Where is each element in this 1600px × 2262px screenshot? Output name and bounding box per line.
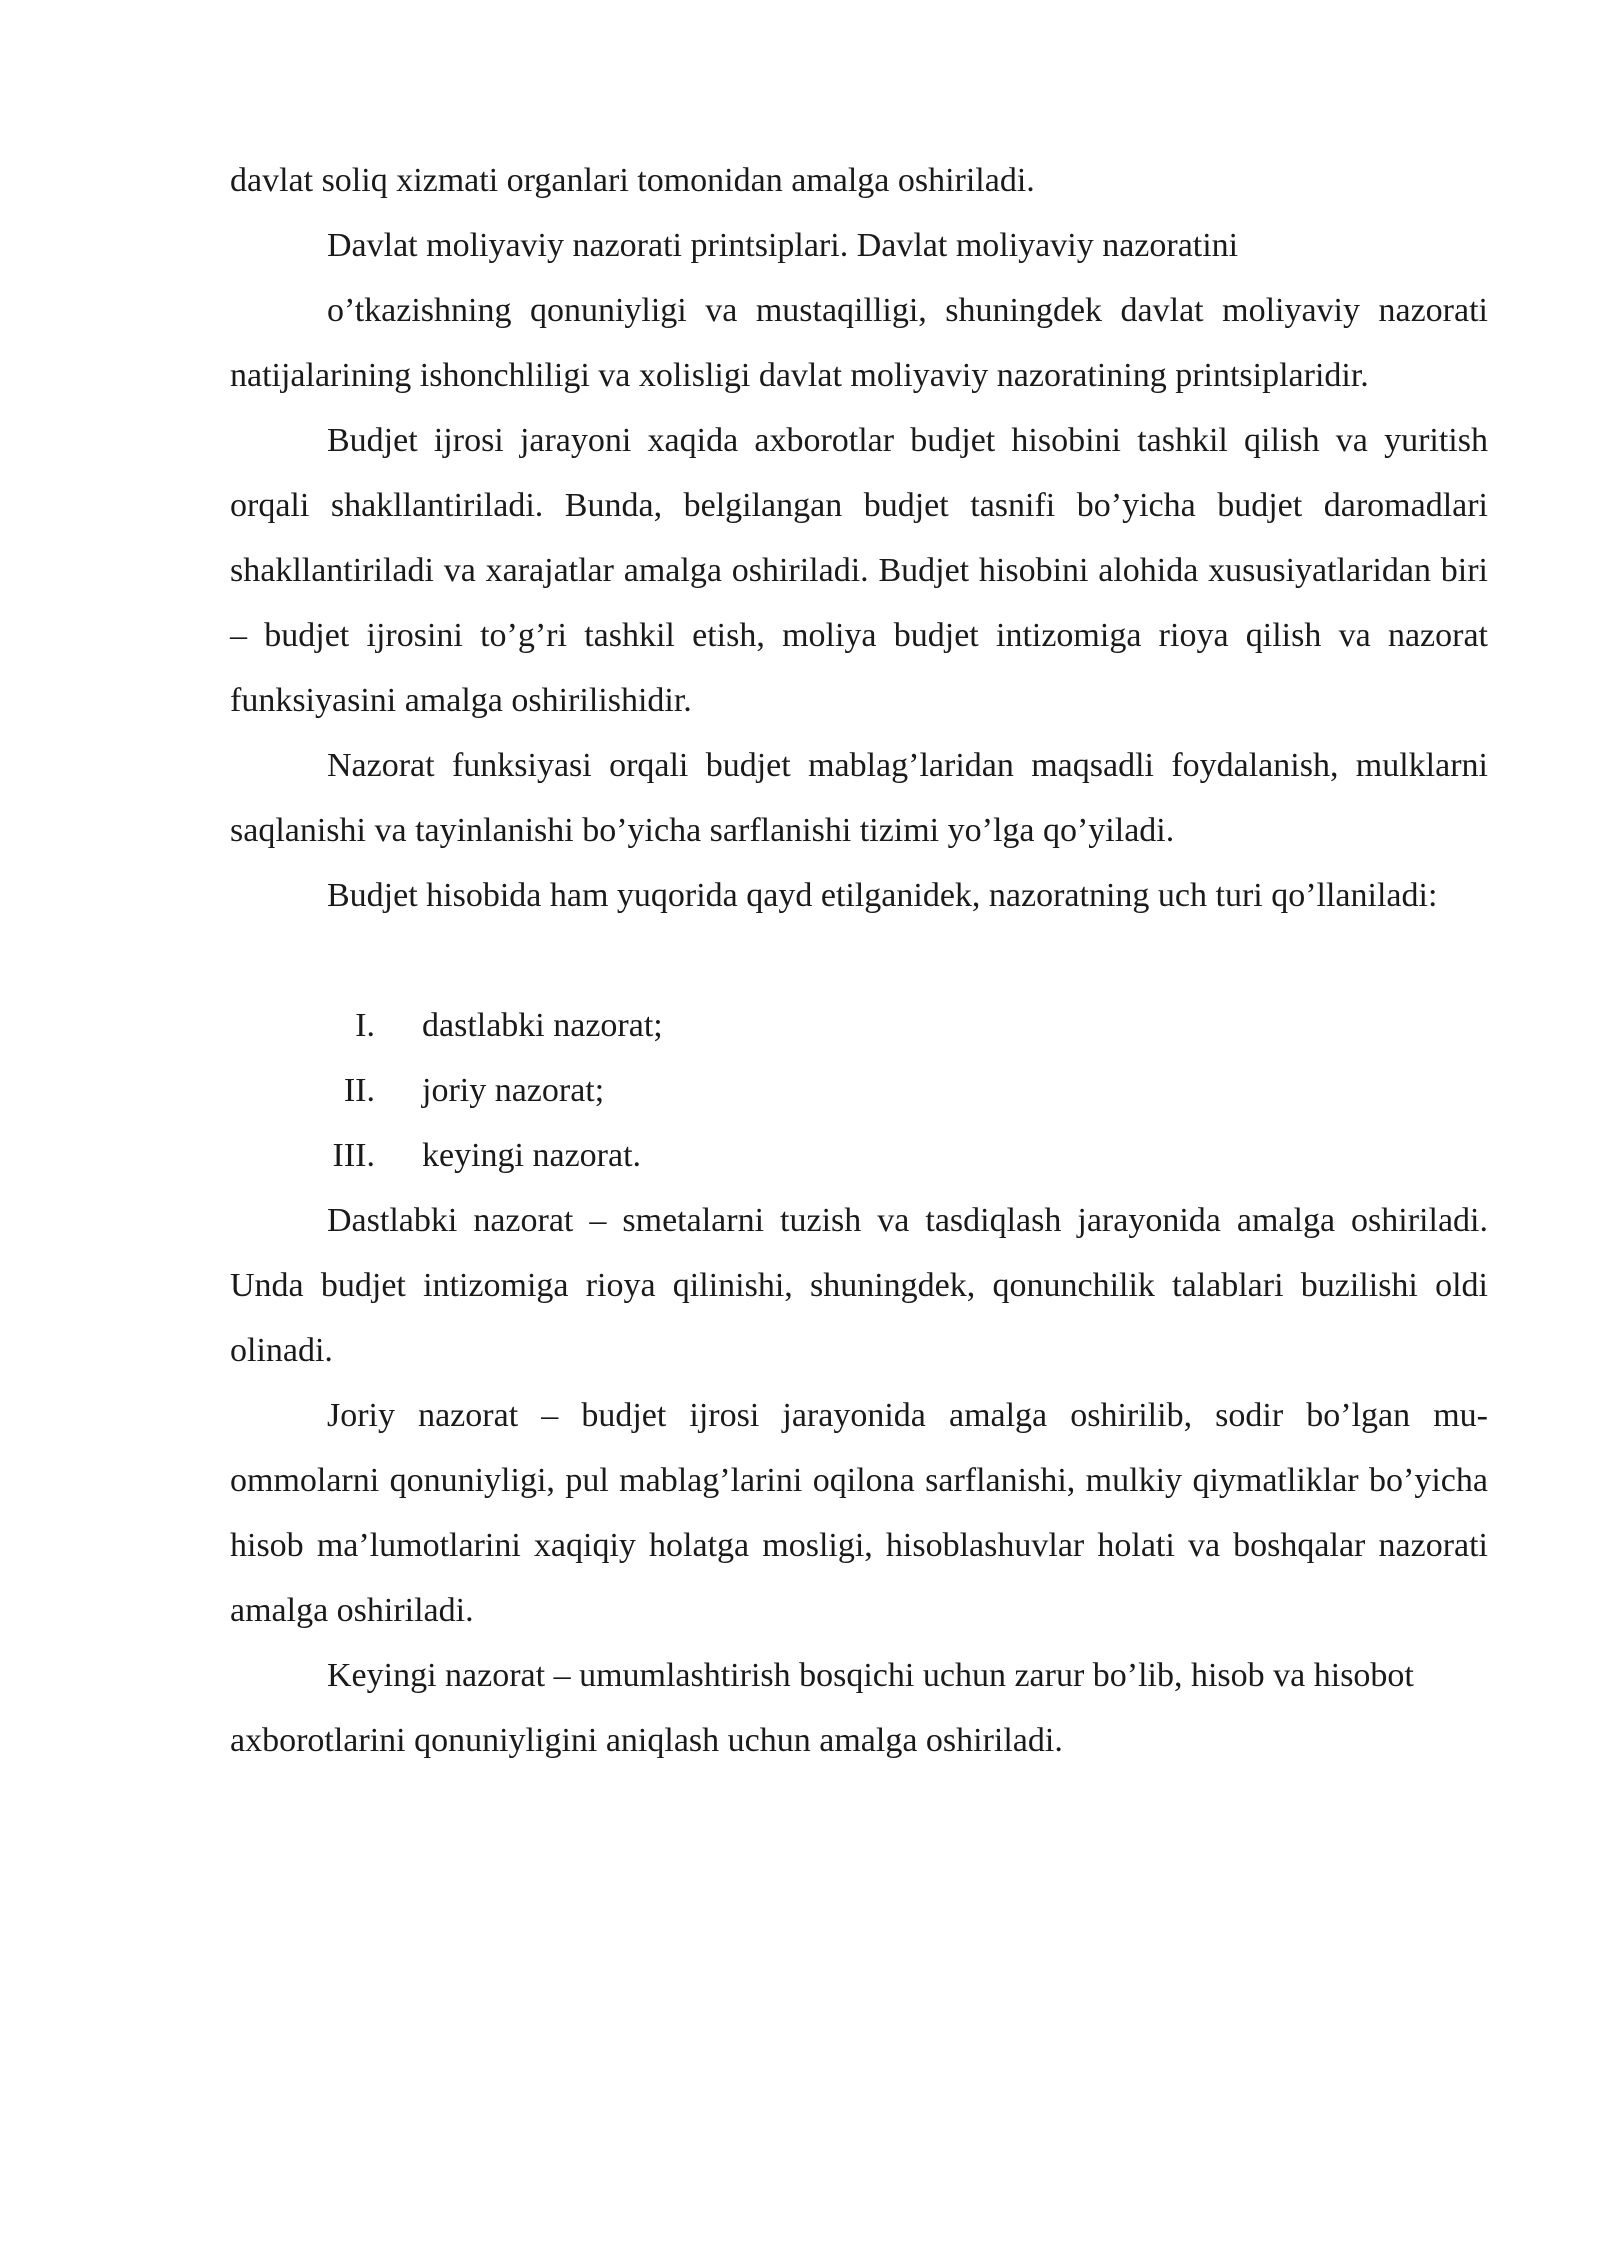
list-number: III. (332, 1137, 375, 1174)
blank-line (230, 928, 1488, 993)
list-number: I. (355, 1007, 375, 1044)
document-page (230, 148, 1488, 1773)
paragraph-1: davlat soliq xizmati organlari tomonidan amalga oshiriladi. (230, 162, 1035, 199)
list-item (230, 993, 1488, 1058)
list-text: keyingi nazorat. (422, 1137, 642, 1174)
paragraph-3: o’tkazishning qonuniyligi va mustaqilligi, shuningdek davlat moliyaviy nazorati natijalarining ishonchliligi va xolisligi davlat moliyaviy nazoratining printsiplaridir. (230, 292, 1488, 394)
paragraph-6: Budjet hisobida ham yuqorida qayd etilganidek, nazoratning uch turi qo’llaniladi: (327, 877, 1438, 914)
paragraph-7: Dastlabki nazorat – smetalarni tuzish va tasdiqlash jarayonida amalga oshiriladi. Unda budjet intizomiga rioya qilinishi, shuningdek, qonunchilik talablari buzilishi oldi olinadi. (230, 1202, 1488, 1369)
paragraph-4: Budjet ijrosi jarayoni xaqida axborotlar budjet hisobini tashkil qilish va yuritish orqali shakllantiriladi. Bunda, belgilangan budjet tasnifi bo’yicha budjet daromadlari shakllantiriladi va xarajatlar amalga oshiriladi. Budjet hisobini alohida xususiyatlaridan biri – budjet ijrosini to’g’ri tashkil etish, moliya budjet intizomiga rioya qilish va nazorat funksiyasini amalga oshirilishidir. (230, 422, 1488, 719)
list-number: II. (343, 1072, 375, 1109)
paragraph-8: Joriy nazorat – budjet ijrosi jarayonida amalga oshirilib, sodir bo’lgan mu-ommolarni qonuniyligi, pul mablag’larini oqilona sarflanishi, mulkiy qiymatliklar bo’yicha hisob ma’lumotlarini xaqiqiy holatga mosligi, hisoblashuvlar holati va boshqalar nazorati amalga oshiriladi. (230, 1397, 1488, 1629)
paragraph-2: Davlat moliyaviy nazorati printsiplari. Davlat moliyaviy nazoratini (327, 227, 1239, 264)
paragraph-9: Keyingi nazorat – umumlashtirish bosqichi uchun zarur bo’lib, hisob va hisobot axborotlarini qonuniyligini aniqlash uchun amalga oshiriladi. (230, 1657, 1414, 1759)
list-text: dastlabki nazorat; (422, 1007, 663, 1044)
paragraph-5: Nazorat funksiyasi orqali budjet mablag’laridan maqsadli foydalanish, mulklarni saqlanishi va tayinlanishi bo’yicha sarflanishi tizimi yo’lga qo’yiladi. (230, 747, 1488, 849)
control-types-list (230, 993, 1488, 1188)
list-item (230, 1123, 1488, 1188)
list-text: joriy nazorat; (422, 1072, 605, 1109)
list-item (230, 1058, 1488, 1123)
